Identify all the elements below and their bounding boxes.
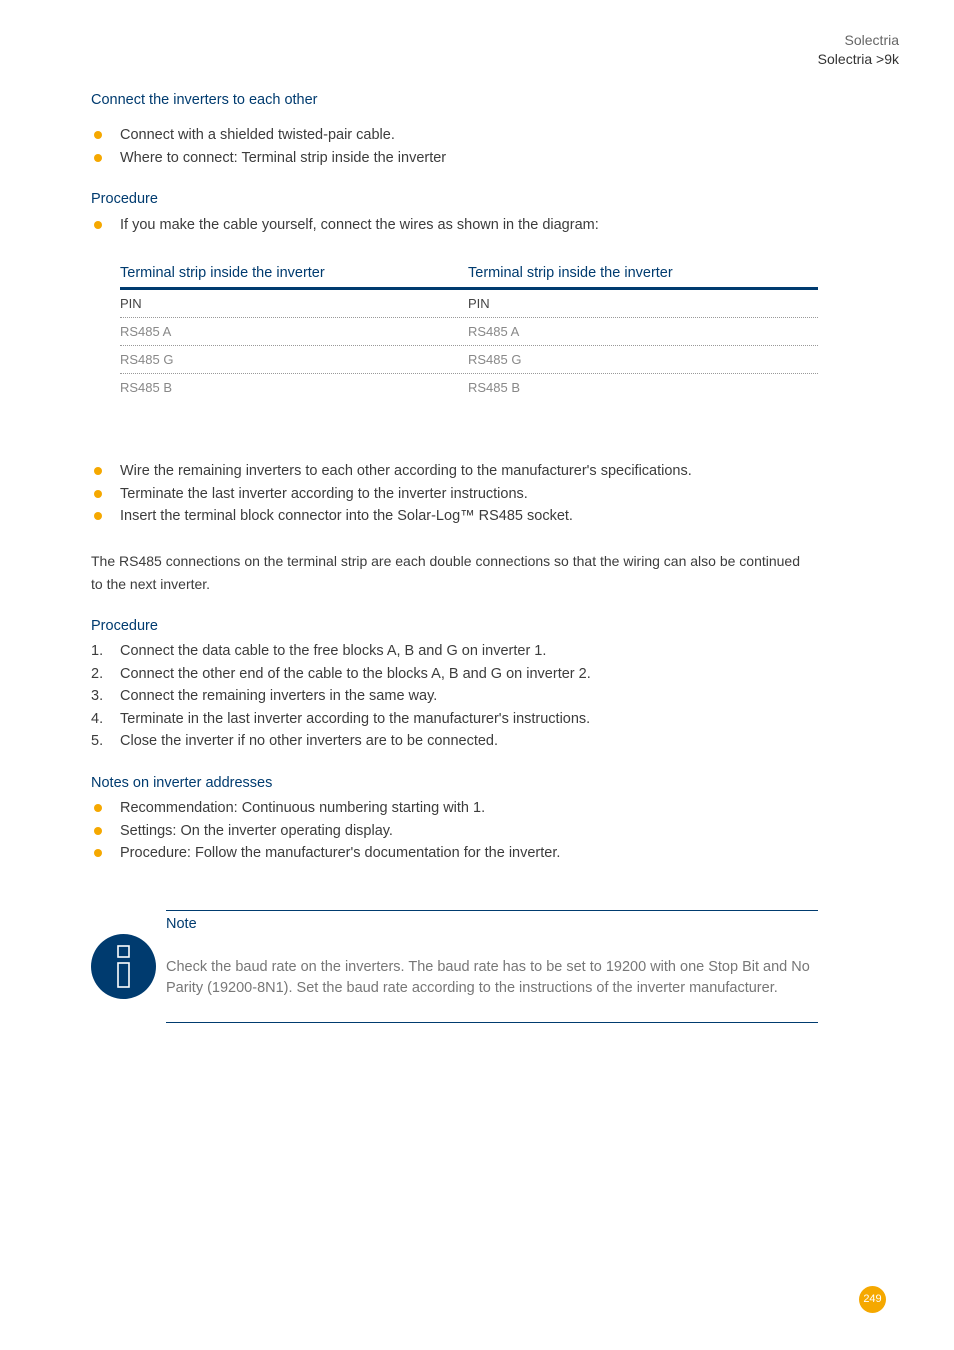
table-header-cell: Terminal strip inside the inverter [120, 265, 325, 281]
table-cell: RS485 A [468, 324, 520, 339]
list-item: 1. Connect the data cable to the free blocks A, B and G on inverter 1. [91, 643, 547, 659]
table-cell: RS485 A [120, 324, 172, 339]
header-product-model: Solectria >9k [817, 51, 899, 67]
list-item: Insert the terminal block connector into the Solar-Log™ RS485 socket. [91, 505, 831, 528]
bullet-icon [94, 849, 102, 857]
addresses-bullet-list [91, 797, 831, 865]
list-item: Recommendation: Continuous numbering starting with 1. [91, 797, 831, 820]
body-paragraph: The RS485 connections on the terminal strip are each double connections so that the wiring can also be continued to the next inverter. [91, 553, 800, 592]
bullet-icon [94, 154, 102, 162]
list-item: 4. Terminate in the last inverter according to the manufacturer's instructions. [91, 710, 591, 727]
table-cell: RS485 B [468, 380, 521, 395]
procedure-bullet-list [91, 214, 831, 237]
bullet-icon [94, 131, 102, 139]
section-heading-connect: Connect the inverters to each other [91, 92, 318, 108]
list-item: Procedure: Follow the manufacturer's documentation for the inverter. [91, 842, 831, 865]
table-cell: PIN [468, 296, 490, 311]
bullet-icon [94, 804, 102, 812]
table-header-cell: Terminal strip inside the inverter [468, 265, 673, 281]
list-item: 3. Connect the remaining inverters in the same way. [91, 688, 438, 704]
table-cell: RS485 G [120, 352, 174, 367]
bullet-icon [94, 221, 102, 229]
info-glyph [91, 934, 156, 999]
bullet-icon [94, 512, 102, 520]
list-item: Where to connect: Terminal strip inside the inverter [91, 147, 831, 170]
table-row [120, 290, 818, 318]
addresses-heading: Notes on inverter addresses [91, 775, 273, 791]
bullet-icon [94, 827, 102, 835]
table-row [120, 346, 818, 374]
bullet-icon [94, 467, 102, 475]
list-item: Wire the remaining inverters to each other according to the manufacturer's specifications. [91, 460, 831, 483]
note-title: Note [166, 916, 197, 932]
note-divider-top [166, 910, 818, 911]
table-cell: RS485 B [120, 380, 173, 395]
table-cell: PIN [120, 296, 142, 311]
connect-bullet-list [91, 124, 831, 169]
page-number-badge: 249 [859, 1286, 886, 1313]
procedure-heading: Procedure [91, 618, 158, 634]
note-divider-bottom [166, 1022, 818, 1023]
wiring-table [120, 263, 818, 401]
table-header [120, 263, 818, 290]
list-item: 5. Close the inverter if no other inverters are to be connected. [91, 733, 499, 749]
list-item: If you make the cable yourself, connect the wires as shown in the diagram: [91, 214, 831, 237]
table-row [120, 374, 818, 401]
table-cell: RS485 G [468, 352, 522, 367]
wiring-bullet-list [91, 460, 831, 528]
procedure-heading: Procedure [91, 191, 158, 207]
bullet-icon [94, 490, 102, 498]
procedure-steps [91, 640, 591, 753]
list-item: 2. Connect the other end of the cable to the blocks A, B and G on inverter 2. [91, 665, 591, 682]
list-item: Connect with a shielded twisted-pair cable. [91, 124, 831, 147]
list-item: Terminate the last inverter according to the inverter instructions. [91, 483, 831, 506]
list-item: Settings: On the inverter operating display. [91, 820, 831, 843]
table-row [120, 318, 818, 346]
header-product-family: Solectria [844, 32, 899, 48]
note-text: Check the baud rate on the inverters. The baud rate has to be set to 19200 with one Stop Bit and No Parity (19200-8N1). Set the baud rate according to the instructions of the inverter manufacturer. [166, 959, 810, 996]
info-icon [91, 934, 156, 999]
